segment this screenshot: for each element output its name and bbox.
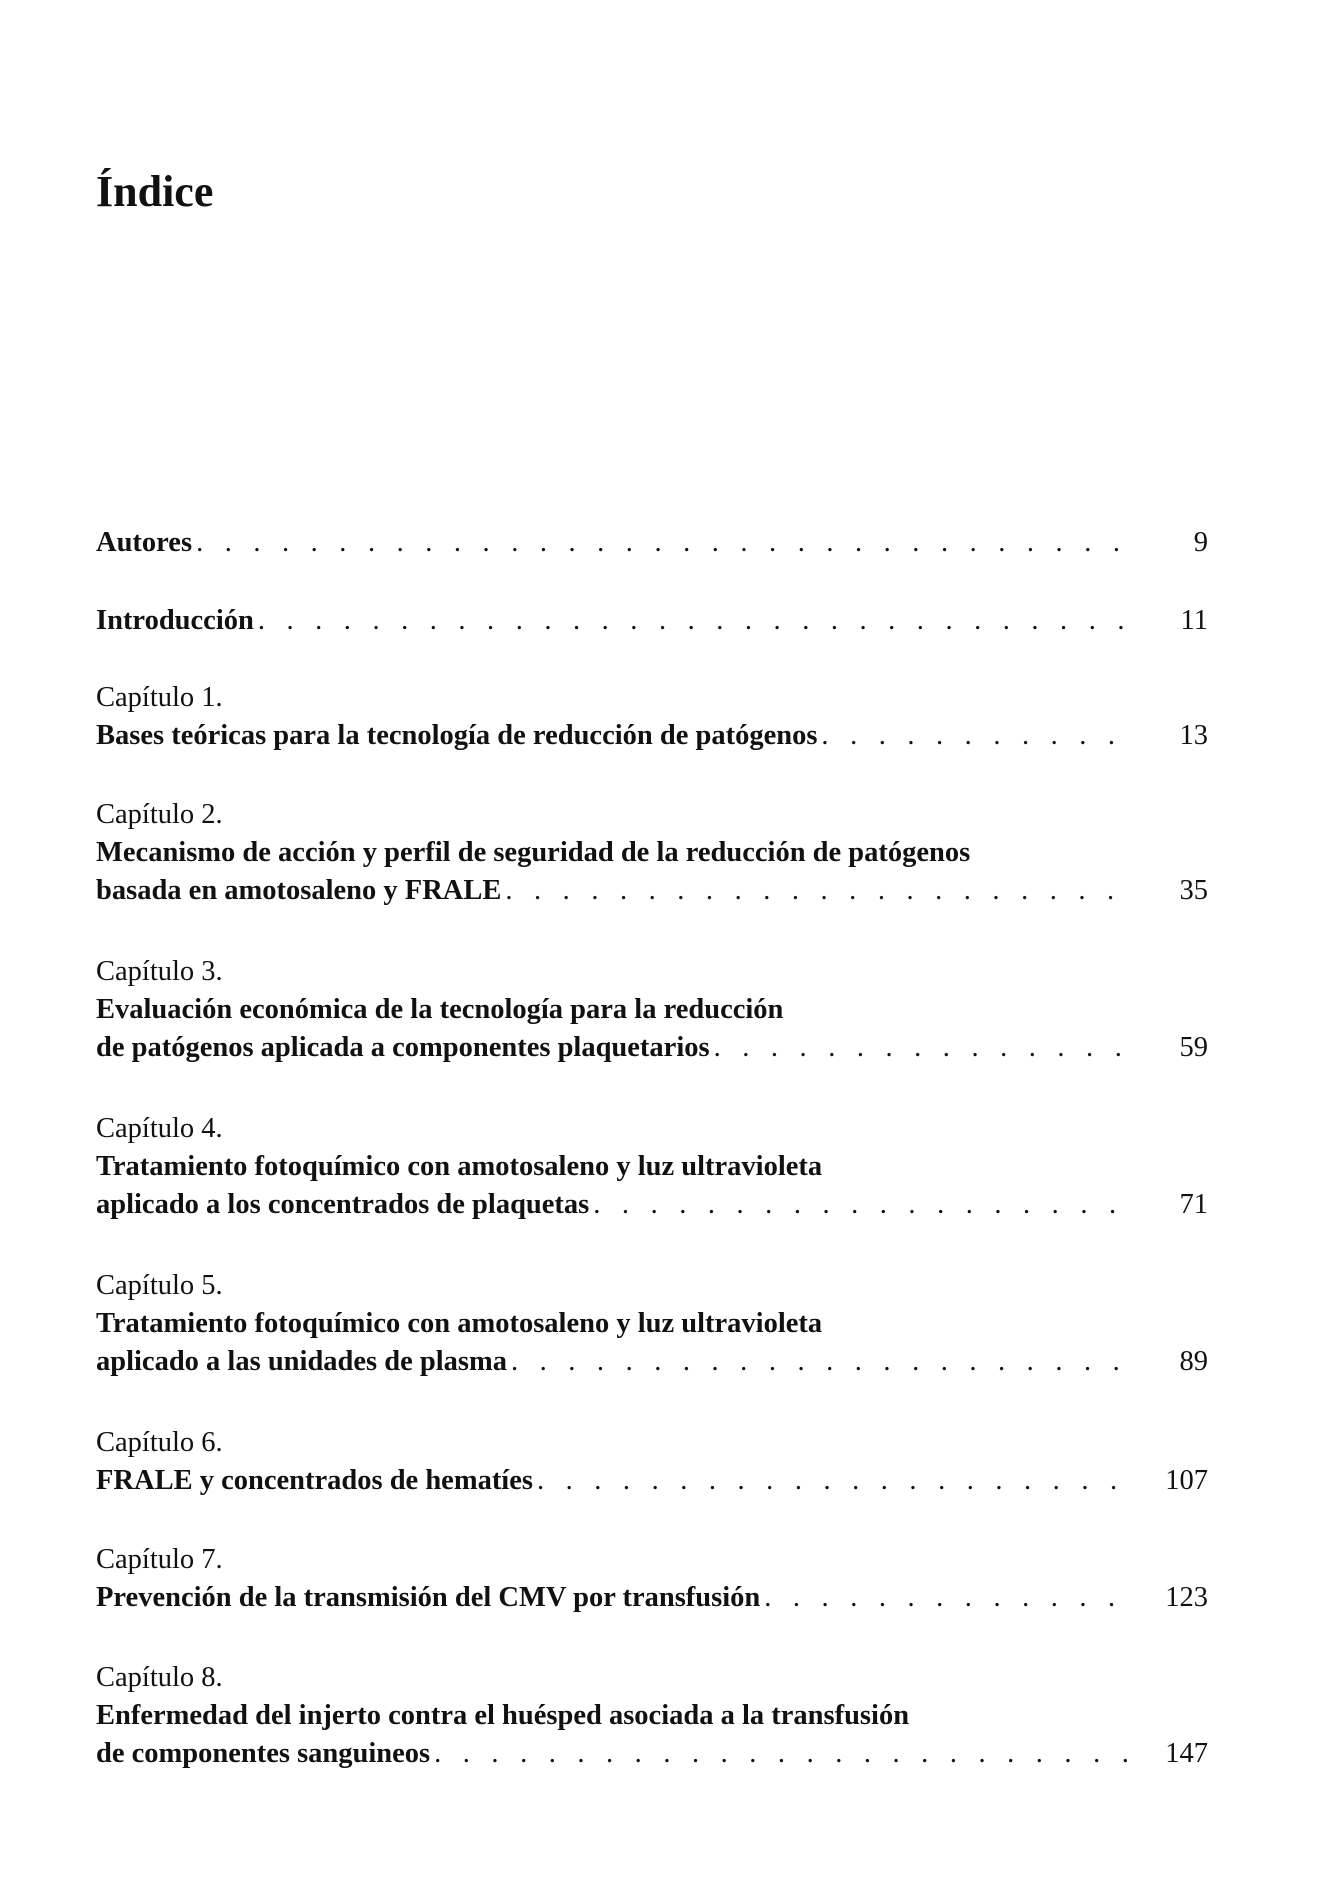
- toc-page-number: 71: [1179, 1189, 1208, 1220]
- dot-leader: [505, 872, 1128, 910]
- toc-page-number: 9: [1193, 527, 1208, 558]
- toc-entry-chapter-2: [96, 796, 1208, 910]
- toc-entry-title-line: Evaluación económica de la tecnología para la reducción: [96, 994, 784, 1025]
- toc-page-number: 11: [1180, 605, 1208, 636]
- toc-entry-title-line: Mecanismo de acción y perfil de seguridad de la reducción de patógenos: [96, 837, 971, 868]
- toc-entry-title: Prevención de la transmisión del CMV por transfusión: [96, 1582, 761, 1613]
- chapter-label: Capítulo 5.: [96, 1270, 223, 1301]
- toc-entry-title: aplicado a los concentrados de plaquetas: [96, 1189, 590, 1220]
- toc-entry-title: FRALE y concentrados de hematíes: [96, 1465, 533, 1496]
- toc-entry-chapter-4: [96, 1110, 1208, 1224]
- toc-entry-title-line: Enfermedad del injerto contra el huésped asociada a la transfusión: [96, 1700, 910, 1731]
- toc-entry-line: [96, 1462, 1208, 1500]
- chapter-label: Capítulo 2.: [96, 799, 223, 830]
- dot-leader: [821, 717, 1128, 755]
- dot-leader: [764, 1579, 1128, 1617]
- toc-entry-autores: [96, 524, 1208, 562]
- toc-entry-chapter-1: [96, 679, 1208, 755]
- toc-entry-title: Bases teóricas para la tecnología de reducción de patógenos: [96, 720, 818, 751]
- page-title: Índice: [96, 167, 214, 216]
- toc-entry-line: [96, 1186, 1208, 1224]
- toc-entry-line: [96, 1343, 1208, 1381]
- dot-leader: [714, 1029, 1128, 1067]
- dot-leader: [593, 1186, 1128, 1224]
- dot-leader: [258, 602, 1128, 640]
- toc-entry-title-line: Tratamiento fotoquímico con amotosaleno y luz ultravioleta: [96, 1151, 823, 1182]
- toc-entry-introduccion: [96, 602, 1208, 640]
- toc-entry-chapter-3: [96, 953, 1208, 1067]
- dot-leader: [511, 1343, 1128, 1381]
- dot-leader: [196, 524, 1128, 562]
- toc-page-number: 123: [1165, 1582, 1208, 1613]
- toc-page-number: 89: [1179, 1346, 1208, 1377]
- dot-leader: [434, 1735, 1128, 1773]
- toc-entry-line: [96, 1735, 1208, 1773]
- dot-leader: [537, 1462, 1128, 1500]
- toc-entry-chapter-8: [96, 1659, 1208, 1773]
- toc-entry-line: [96, 1579, 1208, 1617]
- toc-entry-title: basada en amotosaleno y FRALE: [96, 875, 502, 906]
- toc-entry-line: [96, 872, 1208, 910]
- chapter-label: Capítulo 6.: [96, 1427, 223, 1458]
- toc-entry-title-line: Tratamiento fotoquímico con amotosaleno y luz ultravioleta: [96, 1308, 823, 1339]
- toc-entry-chapter-6: [96, 1424, 1208, 1500]
- chapter-label: Capítulo 4.: [96, 1113, 223, 1144]
- chapter-label: Capítulo 1.: [96, 682, 223, 713]
- toc-entry-line: [96, 602, 1208, 640]
- chapter-label: Capítulo 8.: [96, 1662, 223, 1693]
- chapter-label: Capítulo 3.: [96, 956, 223, 987]
- toc-page-number: 59: [1179, 1032, 1208, 1063]
- toc-page-number: 147: [1165, 1738, 1208, 1769]
- toc-page-number: 35: [1179, 875, 1208, 906]
- toc-entry-chapter-5: [96, 1267, 1208, 1381]
- toc-page-number: 13: [1179, 720, 1208, 751]
- toc-entry-title: Introducción: [96, 605, 254, 636]
- toc-entry-title: de patógenos aplicada a componentes plaquetarios: [96, 1032, 710, 1063]
- toc-entry-chapter-7: [96, 1541, 1208, 1617]
- toc-entry-line: [96, 524, 1208, 562]
- toc-page-number: 107: [1165, 1465, 1208, 1496]
- toc-entry-line: [96, 717, 1208, 755]
- chapter-label: Capítulo 7.: [96, 1544, 223, 1575]
- toc-entry-title: Autores: [96, 527, 193, 558]
- toc-entry-title: de componentes sanguineos: [96, 1738, 431, 1769]
- toc-entry-title: aplicado a las unidades de plasma: [96, 1346, 507, 1377]
- toc-entry-line: [96, 1029, 1208, 1067]
